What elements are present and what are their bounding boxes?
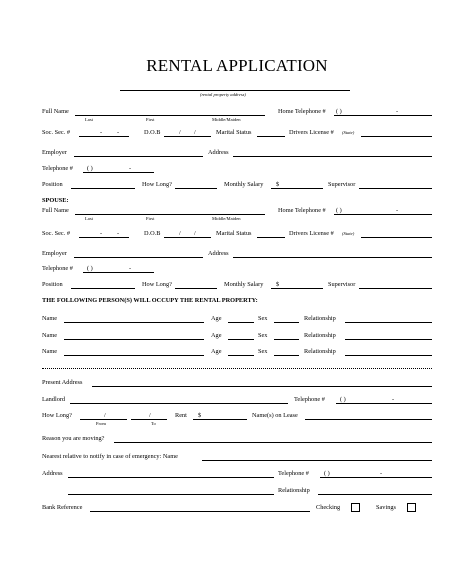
present-address-label: Present Address: [42, 379, 83, 386]
names-on-lease-label: Name(s) on Lease: [252, 412, 298, 419]
position-label: Position: [42, 181, 63, 188]
spouse-last-caption: Last: [85, 216, 93, 221]
landlord-telephone-label: Telephone #: [294, 396, 325, 403]
spouse-position-label: Position: [42, 281, 63, 288]
full-name-label: Full Name: [42, 108, 69, 115]
supervisor-field[interactable]: [359, 188, 432, 189]
employer-telephone-paren: ( ): [87, 165, 93, 172]
occupant-relationship-label: Relationship: [304, 348, 336, 355]
section-divider: [42, 368, 432, 369]
residence-from-caption: From: [96, 421, 106, 426]
employer-label: Employer: [42, 149, 67, 156]
relative-telephone-label: Telephone #: [278, 470, 309, 477]
spouse-employer-field[interactable]: [74, 257, 203, 258]
relative-telephone-field[interactable]: [320, 477, 432, 478]
drivers-license-label: Drivers License #: [289, 129, 334, 136]
home-telephone-field[interactable]: [334, 115, 432, 116]
monthly-salary-label: Monthly Salary: [224, 181, 264, 188]
relative-address-field[interactable]: [68, 477, 274, 478]
spouse-full-name-label: Full Name: [42, 207, 69, 214]
residence-from-field[interactable]: [80, 419, 127, 420]
spouse-dob-label: D.O.B: [144, 230, 161, 237]
spouse-heading: SPOUSE:: [42, 197, 69, 204]
dob-slash-1: /: [179, 129, 181, 136]
names-on-lease-field[interactable]: [305, 419, 432, 420]
spouse-drivers-license-field[interactable]: [361, 237, 432, 238]
spouse-home-telephone-label: Home Telephone #: [278, 207, 326, 214]
spouse-home-telephone-paren: ( ): [336, 207, 342, 214]
present-address-field[interactable]: [92, 386, 432, 387]
spouse-telephone-field[interactable]: [83, 272, 154, 273]
spouse-home-telephone-field[interactable]: [334, 214, 432, 215]
reason-moving-field[interactable]: [114, 442, 432, 443]
landlord-field[interactable]: [70, 403, 288, 404]
bank-reference-field[interactable]: [90, 511, 310, 512]
supervisor-label: Supervisor: [328, 181, 356, 188]
ssn-dash-2: -: [117, 129, 120, 136]
relative-address-label: Address: [42, 470, 63, 477]
landlord-label: Landlord: [42, 396, 66, 403]
drivers-license-field[interactable]: [361, 136, 432, 137]
spouse-ssn-label: Soc. Sec. #: [42, 230, 70, 237]
full-name-first-caption: First: [146, 117, 155, 122]
ssn-field[interactable]: [79, 136, 129, 137]
spouse-supervisor-label: Supervisor: [328, 281, 356, 288]
spouse-ssn-dash-2: -: [117, 230, 120, 237]
relative-telephone-dash: -: [380, 470, 383, 477]
occupant-sex-label: Sex: [258, 348, 268, 355]
occupant-relationship-field[interactable]: [345, 355, 432, 356]
home-telephone-dash: -: [396, 108, 399, 115]
ssn-label: Soc. Sec. #: [42, 129, 70, 136]
landlord-telephone-field[interactable]: [336, 403, 432, 404]
form-title: RENTAL APPLICATION: [146, 56, 328, 75]
occupant-age-label: Age: [211, 332, 222, 339]
occupant-relationship-label: Relationship: [304, 315, 336, 322]
dob-field[interactable]: [164, 136, 211, 137]
residence-to-field[interactable]: [131, 419, 167, 420]
spouse-dob-slash-2: /: [194, 230, 196, 237]
residence-how-long-label: How Long?: [42, 412, 72, 419]
spouse-supervisor-field[interactable]: [359, 288, 432, 289]
marital-status-field[interactable]: [257, 136, 285, 137]
relative-relationship-field[interactable]: [318, 494, 432, 495]
spouse-employer-address-label: Address: [208, 250, 229, 257]
dob-slash-2: /: [194, 129, 196, 136]
occupant-sex-field[interactable]: [274, 322, 299, 323]
spouse-dob-slash-1: /: [179, 230, 181, 237]
occupant-relationship-field[interactable]: [345, 339, 432, 340]
reason-moving-label: Reason you are moving?: [42, 435, 105, 442]
occupant-relationship-field[interactable]: [345, 322, 432, 323]
spouse-ssn-dash-1: -: [100, 230, 103, 237]
rent-label: Rent: [175, 412, 187, 419]
drivers-license-state-caption: (State): [342, 130, 355, 135]
bank-reference-label: Bank Reference: [42, 504, 83, 511]
rent-field[interactable]: [193, 419, 247, 420]
monthly-salary-field[interactable]: [271, 188, 323, 189]
occupant-sex-field[interactable]: [274, 355, 299, 356]
occupant-name-field[interactable]: [64, 322, 204, 323]
spouse-how-long-field[interactable]: [175, 288, 217, 289]
residence-to-slash: /: [149, 412, 151, 419]
occupants-heading: THE FOLLOWING PERSON(S) WILL OCCUPY THE RENTAL PROPERTY:: [42, 297, 258, 304]
spouse-employer-address-field[interactable]: [233, 257, 432, 258]
employer-field[interactable]: [74, 156, 203, 157]
occupant-age-field[interactable]: [228, 322, 254, 323]
spouse-how-long-label: How Long?: [142, 281, 172, 288]
spouse-salary-dollar-sign: $: [276, 281, 280, 288]
spouse-telephone-dash: -: [129, 265, 132, 272]
landlord-telephone-dash: -: [392, 396, 395, 403]
employer-telephone-field[interactable]: [83, 172, 154, 173]
position-field[interactable]: [71, 188, 135, 189]
occupant-age-label: Age: [211, 348, 222, 355]
landlord-telephone-paren: ( ): [340, 396, 346, 403]
occupant-relationship-label: Relationship: [304, 332, 336, 339]
marital-status-label: Marital Status: [216, 129, 252, 136]
spouse-dob-field[interactable]: [164, 237, 211, 238]
salary-dollar-sign: $: [276, 181, 280, 188]
spouse-drivers-state-caption: (State): [342, 231, 355, 236]
employer-address-field[interactable]: [233, 156, 432, 157]
occupant-sex-label: Sex: [258, 315, 268, 322]
how-long-field[interactable]: [175, 188, 217, 189]
full-name-last-caption: Last: [85, 117, 93, 122]
spouse-employer-label: Employer: [42, 250, 67, 257]
occupant-age-field[interactable]: [228, 355, 254, 356]
rental-address-caption: (rental property address): [200, 92, 246, 97]
checking-label: Checking: [316, 504, 341, 511]
spouse-telephone-label: Telephone #: [42, 265, 73, 272]
relative-relationship-label: Relationship: [278, 487, 310, 494]
rent-dollar-sign: $: [198, 412, 202, 419]
spouse-drivers-license-label: Drivers License #: [289, 230, 334, 237]
spouse-first-caption: First: [146, 216, 155, 221]
spouse-home-telephone-dash: -: [396, 207, 399, 214]
occupant-age-label: Age: [211, 315, 222, 322]
employer-telephone-label: Telephone #: [42, 165, 73, 172]
spouse-monthly-salary-field[interactable]: [271, 288, 323, 289]
checking-checkbox[interactable]: [351, 503, 360, 512]
spouse-middle-caption: Middle/Maiden: [212, 216, 241, 221]
occupant-name-field[interactable]: [64, 355, 204, 356]
residence-from-slash: /: [104, 412, 106, 419]
savings-checkbox[interactable]: [407, 503, 416, 512]
occupant-name-label: Name: [42, 332, 58, 339]
dob-label: D.O.B: [144, 129, 161, 136]
spouse-position-field[interactable]: [71, 288, 135, 289]
home-telephone-label: Home Telephone #: [278, 108, 326, 115]
spouse-monthly-salary-label: Monthly Salary: [224, 281, 264, 288]
home-telephone-paren: ( ): [336, 108, 342, 115]
ssn-dash-1: -: [100, 129, 103, 136]
nearest-relative-label: Nearest relative to notify in case of emergency: Name: [42, 453, 178, 460]
relative-telephone-paren: ( ): [324, 470, 330, 477]
savings-label: Savings: [376, 504, 396, 511]
full-name-middle-caption: Middle/Maiden: [212, 117, 241, 122]
employer-telephone-dash: -: [129, 165, 132, 172]
residence-to-caption: To: [151, 421, 156, 426]
occupant-sex-label: Sex: [258, 332, 268, 339]
spouse-full-name-field[interactable]: [75, 214, 265, 215]
spouse-marital-status-label: Marital Status: [216, 230, 252, 237]
full-name-field[interactable]: [75, 115, 265, 116]
rental-address-line[interactable]: [120, 90, 350, 91]
spouse-marital-status-field[interactable]: [257, 237, 285, 238]
occupant-name-field[interactable]: [64, 339, 204, 340]
employer-address-label: Address: [208, 149, 229, 156]
how-long-label: How Long?: [142, 181, 172, 188]
occupant-sex-field[interactable]: [274, 339, 299, 340]
occupant-age-field[interactable]: [228, 339, 254, 340]
spouse-telephone-paren: ( ): [87, 265, 93, 272]
occupant-name-label: Name: [42, 348, 58, 355]
spouse-ssn-field[interactable]: [79, 237, 129, 238]
relative-address-line-2[interactable]: [68, 494, 274, 495]
occupant-name-label: Name: [42, 315, 58, 322]
nearest-relative-name-field[interactable]: [202, 460, 432, 461]
